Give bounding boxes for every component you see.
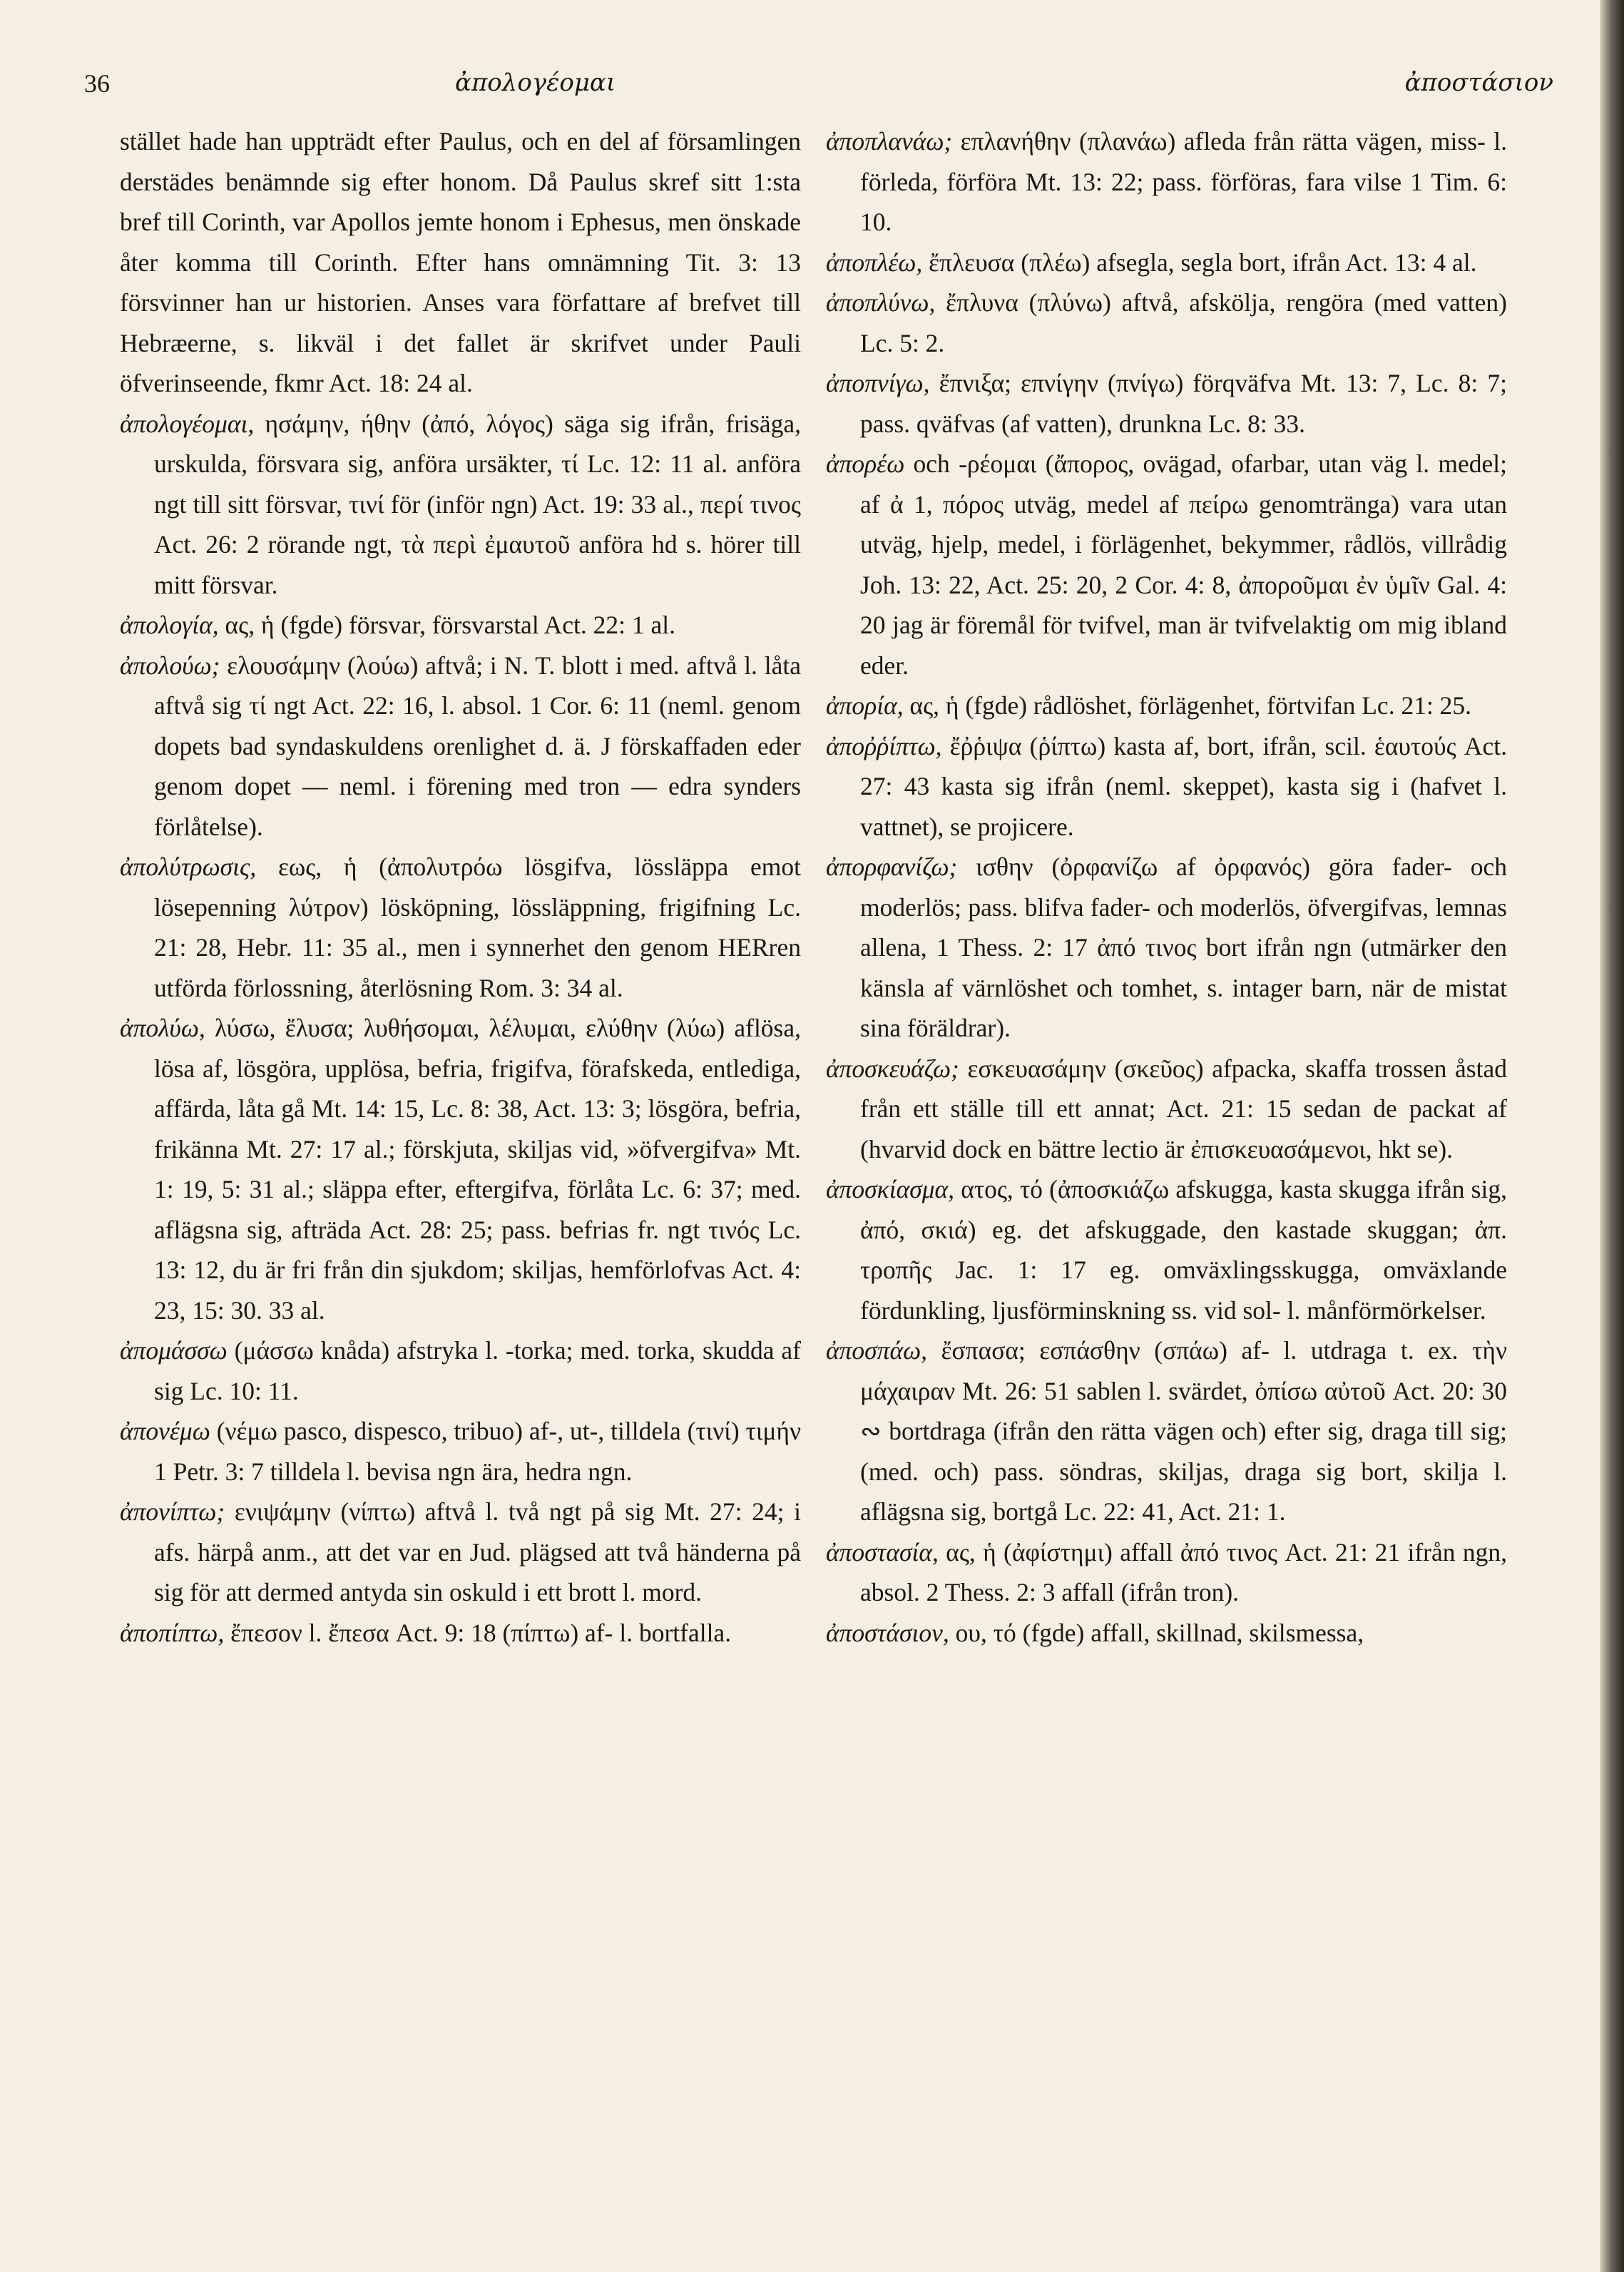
dictionary-entry — [120, 847, 801, 1008]
right-column — [826, 121, 1507, 1653]
dictionary-entry — [120, 404, 801, 606]
entry-text: ας, ἡ (fgde) rådlöshet, förlägenhet, förtvifan Lc. 21: 25. — [903, 691, 1472, 720]
entry-text: ισθην (ὀρφανίζω af ὀρφανός) göra fader- och moderlös; pass. blifva fader- och moderlös, öfvergifvas, lemnas allena, 1 Thess. 2: 17 ἀπό τινος bort ifrån ngn (utmärker den känsla af värnlöshet och tomhet, s. intager barn, när de mistat sina föräldrar). — [860, 852, 1507, 1042]
entry-headword: ἀποπλανάω; — [826, 127, 953, 156]
entry-text: ἔπλυνα (πλύνω) aftvå, afskölja, rengöra (med vatten) Lc. 5: 2. — [860, 288, 1507, 357]
dictionary-entry — [120, 1008, 801, 1330]
dictionary-entry — [120, 1613, 801, 1654]
entry-text: ενιψάμην (νίπτω) aftvå l. två ngt på sig Mt. 27: 24; i afs. härpå anm., att det var en Jud. plägsed att två händerna på sig för att dermed antyda sin oskuld i ett brott l. mord. — [154, 1497, 801, 1606]
dictionary-entry — [826, 726, 1507, 847]
page-header — [84, 68, 1553, 111]
entry-headword: ἀποσκίασμα, — [826, 1175, 955, 1203]
dictionary-entry — [826, 243, 1507, 283]
left-column — [120, 121, 801, 1653]
entry-text: ησάμην, ήθην (ἀπό, λόγος) säga sig ifrån, frisäga, urskulda, försvara sig, anföra ursäkter, τί Lc. 12: 11 al. anföra ngt till sitt försvar, τινί för (inför ngn) Act. 19: 33 al., περί τινος Act. 26: 2 rörande ngt, τὰ περὶ ἐμαυτοῦ anföra hd s. hörer till mitt försvar. — [154, 409, 801, 599]
running-headword-left: ἀπολογέομαι — [455, 68, 616, 97]
dictionary-entry — [826, 444, 1507, 686]
entry-headword: ἀπολογέομαι, — [120, 409, 255, 438]
entry-headword: ἀπολογία, — [120, 611, 219, 639]
entry-text: ἔπνιξα; επνίγην (πνίγω) förqväfva Mt. 13: 7, Lc. 8: 7; pass. qväfvas (af vatten), drunkna Lc. 8: 33. — [860, 369, 1507, 438]
entry-text: (μάσσω knåda) afstryka l. -torka; med. torka, skudda af sig Lc. 10: 11. — [154, 1336, 801, 1405]
entry-headword: ἀποσκευάζω; — [826, 1054, 959, 1083]
entry-text: (νέμω pasco, dispesco, tribuo) af-, ut-, tilldela (τινί) τιμήν 1 Petr. 3: 7 tilldela l. bevisa ngn ära, hedra ngn. — [154, 1417, 802, 1486]
entry-headword: ἀποπίπτω, — [120, 1618, 225, 1647]
dictionary-entry — [826, 686, 1507, 726]
dictionary-entry — [826, 1049, 1507, 1170]
entry-text: λύσω, ἔλυσα; λυθήσομαι, λέλυμαι, ελύθην (λύω) aflösa, lösa af, lösgöra, upplösa, befria, frigifva, förafskeda, entlediga, affärda, låta gå Mt. 14: 15, Lc. 8: 38, Act. 13: 3; lösgöra, befria, frikänna Mt. 27: 17 al.; förskjuta, skiljas vid, »öfvergifva» Mt. 1: 19, 5: 31 al.; släppa efter, eftergifva, förlåta Lc. 6: 37; med. aflägsna sig, afträda Act. 28: 25; pass. befrias fr. ngt τινός Lc. 13: 12, du är fri från din sjukdom; skiljas, hemförlofvas Act. 4: 23, 15: 30. 33 al. — [154, 1014, 801, 1325]
entry-headword: ἀπομάσσω — [120, 1336, 228, 1365]
entry-text: ἔπεσον l. ἔπεσα Act. 9: 18 (πίπτω) af- l. bortfalla. — [224, 1618, 732, 1647]
running-headword-right: ἀποστάσιον — [1404, 68, 1553, 97]
entry-text: ας, ἡ (fgde) försvar, försvarstal Act. 22: 1 al. — [218, 611, 675, 639]
dictionary-entry — [826, 1532, 1507, 1613]
entry-headword: ἀποπνίγω, — [826, 369, 930, 397]
entry-text: ἔῤῥιψα (ῥίπτω) kasta af, bort, ifrån, scil. ἑαυτούς Act. 27: 43 kasta sig ifrån (neml. skeppet), kasta sig i (hafvet l. vattnet), se projicere. — [860, 731, 1507, 841]
entry-headword: ἀπονέμω — [120, 1417, 210, 1445]
entry-headword: ἀπολούω; — [120, 651, 220, 680]
entry-headword: ἀπορία, — [826, 691, 904, 720]
entry-headword: ἀποπλέω, — [826, 248, 923, 277]
dictionary-entry — [826, 1330, 1507, 1532]
page-number: 36 — [84, 69, 110, 98]
entry-headword: ἀποσπάω, — [826, 1336, 928, 1365]
entry-text: ας, ἡ (ἀφίστημι) affall ἀπό τινος Act. 21: 21 ifrån ngn, absol. 2 Thess. 2: 3 affall (ifrån tron). — [860, 1537, 1507, 1606]
entry-headword: ἀπορφανίζω; — [826, 852, 958, 881]
entry-text: ου, τό (fgde) affall, skillnad, skilsmessa, — [949, 1618, 1364, 1647]
dictionary-entry — [120, 1492, 801, 1613]
entry-text: ἔπλευσα (πλέω) afsegla, segla bort, ifrån Act. 13: 4 al. — [922, 248, 1477, 277]
entry-text: εσκευασάμην (σκεῦος) afpacka, skaffa trossen åstad från ett ställe till ett annat; Act. 21: 15 sedan de packat af (hvarvid dock en bättre lectio är ἐπισκευασάμενοι, hkt se). — [860, 1054, 1507, 1163]
dictionary-entry — [826, 363, 1507, 444]
dictionary-entry — [826, 121, 1507, 243]
entry-text: ελουσάμην (λούω) aftvå; i N. T. blott i med. aftvå l. låta aftvå sig τί ngt Act. 22: 16, l. absol. 1 Cor. 6: 11 (neml. genom dopets bad syndaskuldens orenlighet d. ä. J förskaffaden eder genom dopet — neml. i förening med tron — edra synders förlåtelse). — [154, 651, 801, 841]
entry-text: ἔσπασα; εσπάσθην (σπάω) af- l. utdraga t. ex. τὴν μάχαιραν Mt. 26: 51 sablen l. svärdet, ὀπίσω αὐτοῦ Act. 20: 30 ∾ bortdraga (ifrån den rätta vägen och) efter sig, draga till sig; (med. och) pass. söndras, skiljas, draga sig bort, skilja l. aflägsna sig, bortgå Lc. 22: 41, Act. 21: 1. — [860, 1336, 1507, 1526]
entry-headword: ἀπολύω, — [120, 1014, 205, 1042]
dictionary-entry — [120, 605, 801, 646]
entry-text: stället hade han uppträdt efter Paulus, och en del af församlingen derstädes benämnde sig efter honom. Då Paulus skref sitt 1:sta bref till Corinth, var Apollos jemte honom i Ephesus, men önskade åter komma till Corinth. Efter hans omnämning Tit. 3: 13 försvinner han ur historien. Anses vara författare af brefvet till Hebræerne, s. likväl i det fallet är skrifvet under Pauli öfverinseende, fkmr Act. 18: 24 al. — [120, 127, 801, 397]
entry-headword: ἀποῤῥίπτω, — [826, 731, 942, 760]
entry-text: ατος, τό (ἀποσκιάζω afskugga, kasta skugga ifrån sig, ἀπό, σκιά) eg. det afskuggade, den kastade skuggan; ἀπ. τροπῆς Jac. 1: 17 eg. omväxlingsskugga, omväxlande fördunkling, ljusförminskning ss. vid sol- l. månförmörkelser. — [860, 1175, 1507, 1325]
entry-headword: ἀποστάσιον, — [826, 1618, 949, 1647]
entry-text: εως, ἡ (ἀπολυτρόω lösgifva, lössläppa emot lösepenning λύτρον) löskӧpning, lössläppning, frigifning Lc. 21: 28, Hebr. 11: 35 al., men i synnerhet den genom HERren utförda förlossning, återlösning Rom. 3: 34 al. — [154, 852, 801, 1002]
dictionary-entry — [826, 1169, 1507, 1330]
dictionary-entry — [120, 646, 801, 847]
dictionary-entry — [120, 1411, 801, 1492]
dictionary-entry — [120, 1330, 801, 1411]
dictionary-entry — [826, 282, 1507, 363]
entry-headword: ἀποπλύνω, — [826, 288, 936, 317]
entry-text: och -ρέομαι (ἄπορος, ovägad, ofarbar, utan väg l. medel; af ἀ 1, πόρος utväg, medel af πείρω genomtränga) vara utan utväg, hjelp, medel, i förlägenhet, bekymmer, rådlös, villrådig Joh. 13: 22, Act. 25: 20, 2 Cor. 4: 8, ἀποροῦμαι ἐν ὑμῖν Gal. 4: 20 jag är föremål för tvifvel, man är tvifvelaktig om mig ibland eder. — [860, 449, 1507, 680]
entry-headword: ἀπονίπτω; — [120, 1497, 225, 1526]
dictionary-entry — [826, 1613, 1507, 1654]
page-edge — [1600, 0, 1624, 2272]
dictionary-entry — [826, 847, 1507, 1049]
entry-headword: ἀποστασία, — [826, 1537, 939, 1567]
entry-text: επλανήθην (πλανάω) afleda från rätta vägen, miss- l. förleda, förföra Mt. 13: 22; pass. förföras, fara vilse 1 Tim. 6: 10. — [860, 127, 1507, 236]
dictionary-entry — [120, 121, 801, 404]
entry-headword: ἀπορέω — [826, 449, 905, 478]
entry-headword: ἀπολύτρωσις, — [120, 852, 257, 881]
